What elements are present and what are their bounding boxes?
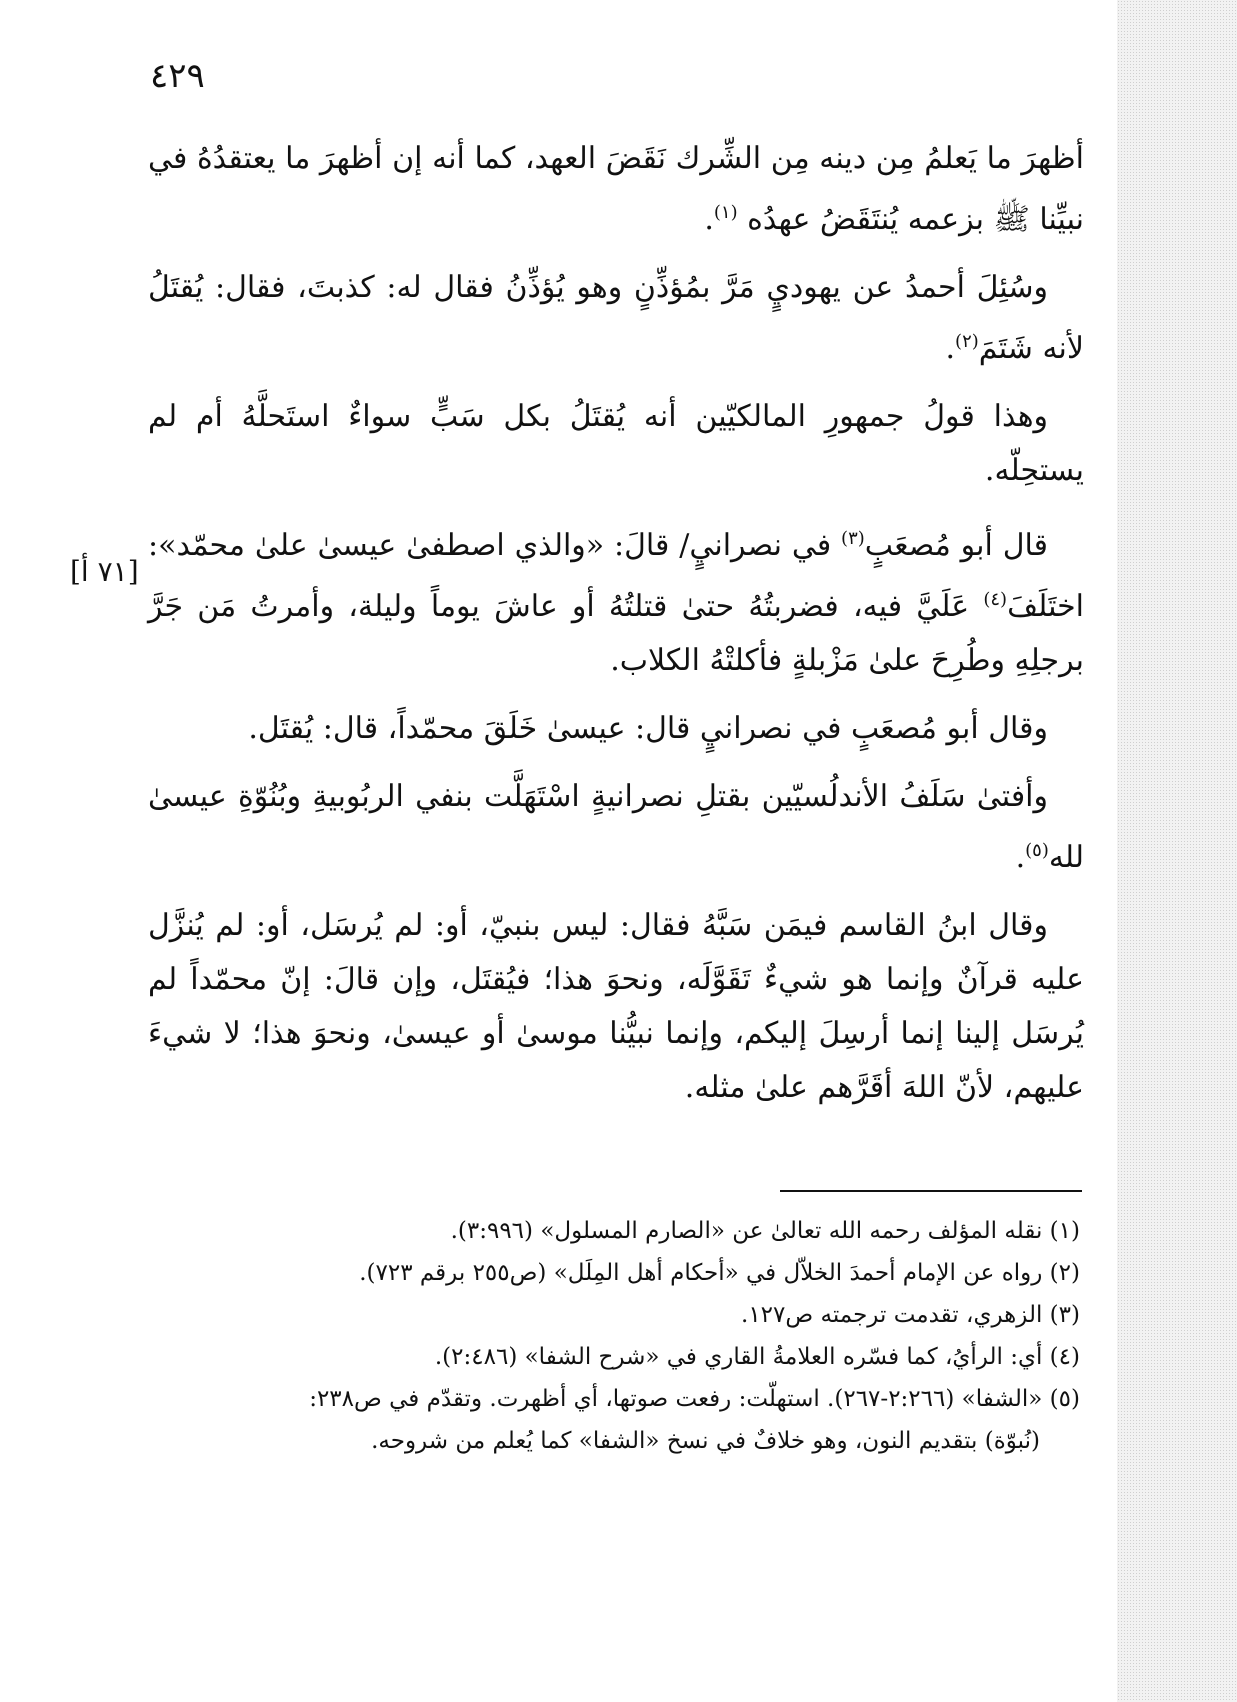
main-text <box>148 132 1084 1129</box>
footnote-ref: (٤) <box>983 589 1008 610</box>
footnote-1: (١) نقله المؤلف رحمه الله تعالىٰ عن «الصارم المسلول» (٣:٩٩٦). <box>450 1218 1080 1244</box>
paragraph-6: وأفتىٰ سَلَفُ الأندلُسيّين بقتلِ نصرانيةٍ اسْتَهَلَّت بنفي الربُوبيةِ وبُنُوّةِ عيسىٰ لله$^{(٥)}$. <box>148 779 1084 875</box>
scan-edge <box>1117 0 1237 1702</box>
footnote-5: (٥) «الشفا» (٢:٢٦٦-٢٦٧). استهلّت: رفعت صوتها، أي أظهرت. وتقدّم في ص٢٣٨: <box>309 1386 1080 1412</box>
footnote-3: (٣) الزهري، تقدمت ترجمته ص١٢٧. <box>741 1302 1080 1328</box>
margin-reference: [٧١ أ] <box>70 555 139 588</box>
footnote-ref: (١) <box>713 202 738 223</box>
paragraph-7: وقال ابنُ القاسم فيمَن سَبَّهُ فقال: ليس بنبيّ، أو: لم يُرسَل، أو: لم يُنزَّل عليه قرآنٌ وإنما هو شيءٌ تَقَوَّلَه، ونحوَ هذا؛ فيُقتَل، وإن قالَ: إنّ محمّداً لم يُرسَل إلينا إنما أرسِلَ إليكم، وإنما نبيُّنا موسىٰ أو عيسىٰ، ونحوَ هذا؛ لا شيءَ عليهم، لأنّ اللهَ أقَرَّهم علىٰ مثله. <box>148 908 1084 1105</box>
footnote-ref: (٢) <box>955 331 979 352</box>
footnote-5-continued: (نُبوّة) بتقديم النون، وهو خلافٌ في نسخ «الشفا» كما يُعلم من شروحه. <box>371 1428 1040 1454</box>
paragraph-3: وهذا قولُ جمهورِ المالكيّين أنه يُقتَلُ بكل سَبٍّ سواءٌ استَحلَّهُ أم لم يستحِلّه. <box>148 399 1084 488</box>
footnote-2: (٢) رواه عن الإمام أحمدَ الخلاّل في «أحكام أهل المِلَل» (ص٢٥٥ برقم ٧٢٣). <box>359 1260 1080 1286</box>
footnote-ref: (٥) <box>1025 840 1049 861</box>
paragraph-5: وقال أبو مُصعَبٍ في نصرانيٍ قال: عيسىٰ خَلَقَ محمّداً، قال: يُقتَل. <box>248 711 1048 746</box>
footnotes <box>180 1210 1080 1462</box>
page-number: ٤٢٩ <box>150 56 205 96</box>
footnote-separator <box>780 1190 1082 1192</box>
footnote-ref: (٣) <box>841 528 865 549</box>
paragraph-4: قال أبو مُصعَبٍ$^{(٣)}$ في نصرانيٍ/ قالَ: «والذي اصطفىٰ عيسىٰ علىٰ محمّد»: اختَلَفَ$^{(٤)}$ عَلَيَّ فيه، فضربتُهُ حتىٰ قتلتُهُ أو عاشَ يوماً وليلة، وأمرتُ مَن جَرَّ برجلِهِ وطُرِحَ علىٰ مَزْبلةٍ فأكلتْهُ الكلاب. <box>148 528 1084 678</box>
footnote-4: (٤) أي: الرأيُ، كما فسّره العلامةُ القاري في «شرح الشفا» (٢:٤٨٦). <box>434 1344 1080 1370</box>
paragraph-1: أظهرَ ما يَعلمُ مِن دينه مِن الشِّرك نَقَضَ العهد، كما أنه إن أظهرَ ما يعتقدُهُ في نبيِّنا ﷺ بزعمه يُنتَقَضُ عهدُه $^{(١)}$. <box>148 141 1084 237</box>
paragraph-2: وسُئِلَ أحمدُ عن يهوديٍ مَرَّ بمُؤذِّنٍ وهو يُؤذِّنُ فقال له: كذبتَ، فقال: يُقتَلُ لأنه شَتَمَ$^{(٢)}$. <box>148 270 1084 366</box>
